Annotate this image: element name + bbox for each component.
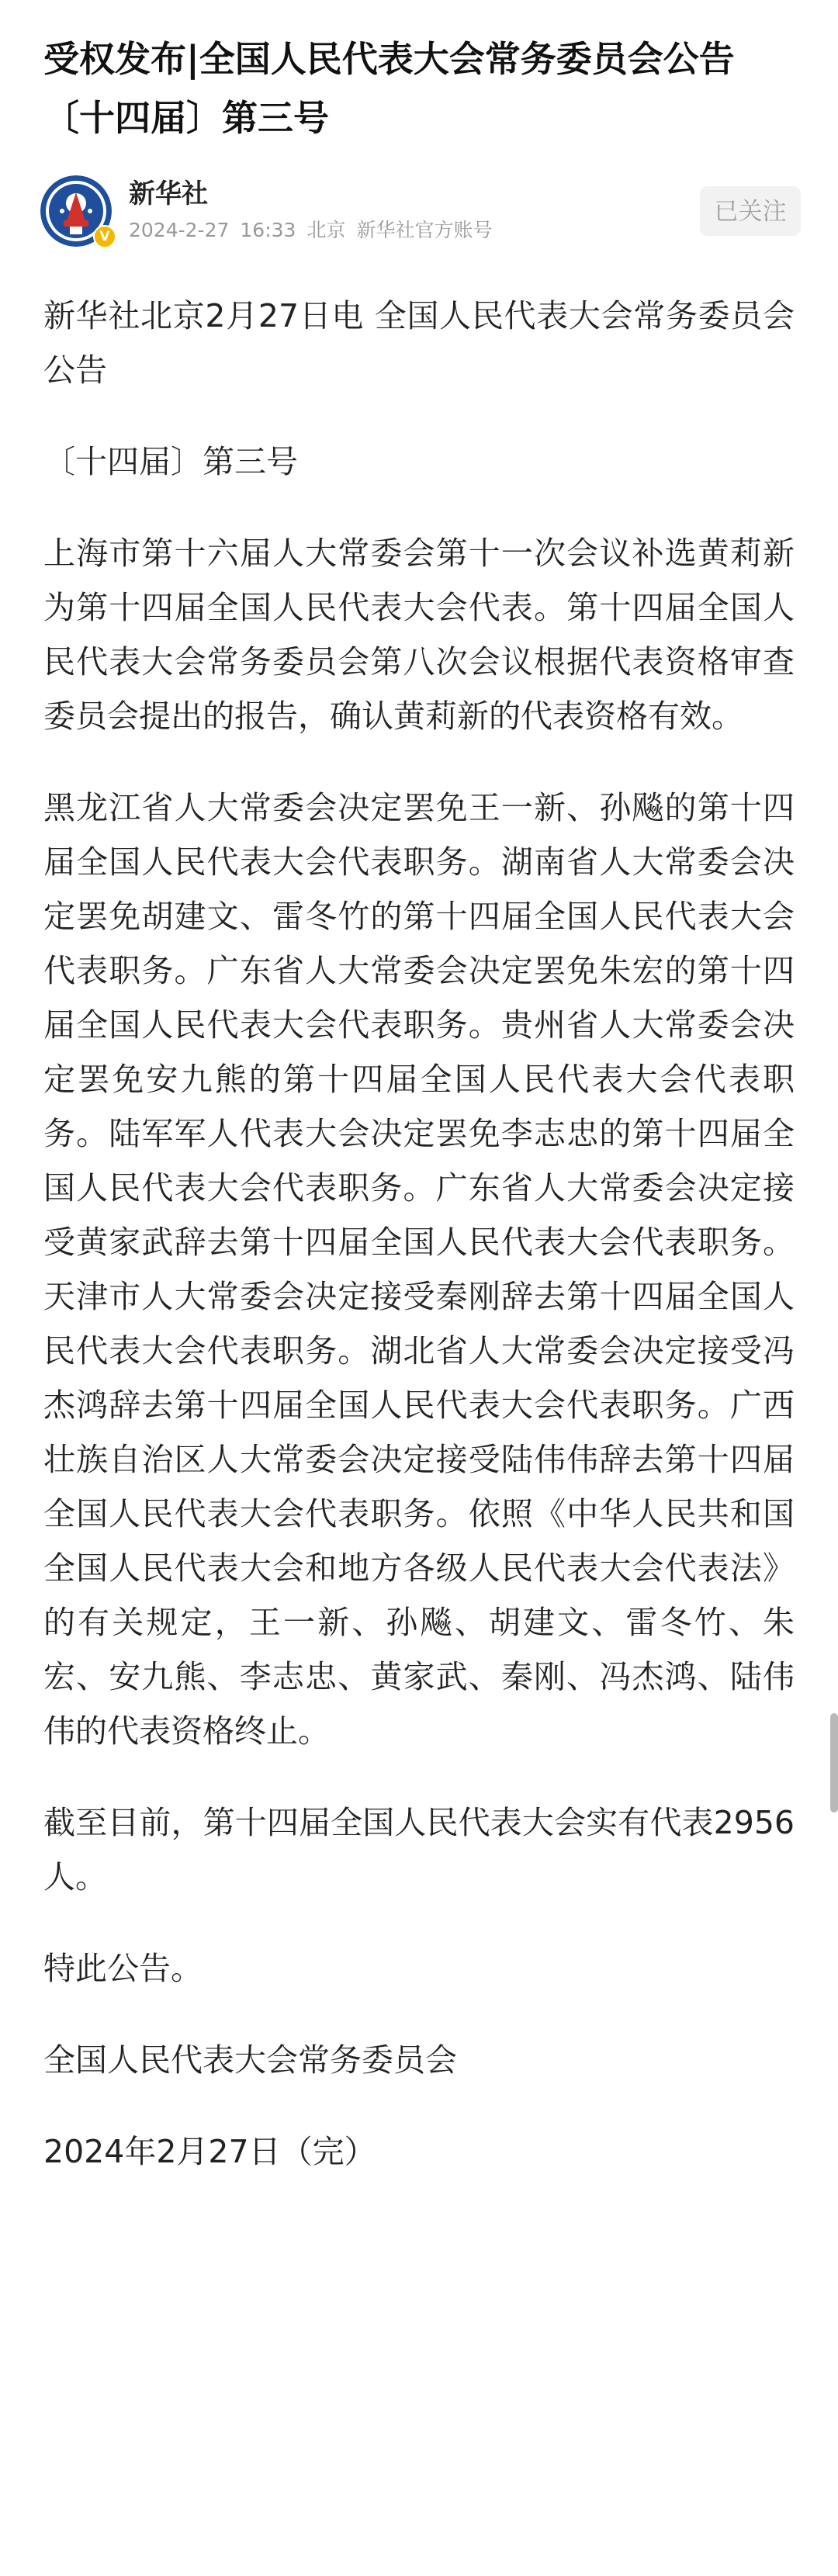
paragraph-announcement: 特此公告。 <box>43 1950 203 1987</box>
author-row <box>40 172 801 250</box>
paragraph-dateline: 新华社北京2月27日电 全国人民代表大会常务委员会公告 <box>43 297 795 389</box>
post-time: 16:33 <box>240 219 296 241</box>
author-name[interactable]: 新华社 <box>129 178 208 209</box>
post-location: 北京 <box>306 219 346 241</box>
post-date: 2024-2-27 <box>129 219 230 241</box>
account-type: 新华社官方账号 <box>356 219 493 241</box>
article-body <box>43 289 795 2216</box>
paragraph-notice-number: 〔十四届〕第三号 <box>43 443 298 480</box>
paragraph-dismissals: 黑龙江省人大常委会决定罢免王一新、孙飚的第十四届全国人民代表大会代表职务。湖南省人大常委会决定罢免胡建文、雷冬竹的第十四届全国人民代表大会代表职务。广东省人大常委会决定罢免朱宏的第十四届全国人民代表大会代表职务。贵州省人大常委会决定罢免安九熊的第十四届全国人民代表大会代表职务。陆军军人代表大会决定罢免李志忠的第十四届全国人民代表大会代表职务。广东省人大常委会决定接受黄家武辞去第十四届全国人民代表大会代表职务。天津市人大常委会决定接受秦刚辞去第十四届全国人民代表大会代表职务。湖北省人大常委会决定接受冯杰鸿辞去第十四届全国人民代表大会代表职务。广西壮族自治区人大常委会决定接受陆伟伟辞去第十四届全国人民代表大会代表职务。依照《中华人民共和国全国人民代表大会和地方各级人民代表大会代表法》的有关规定，王一新、孙飚、胡建文、雷冬竹、朱宏、安九熊、李志忠、黄家武、秦刚、冯杰鸿、陆伟伟的代表资格终止。 <box>43 789 795 1750</box>
paragraph-election: 上海市第十六届人大常委会第十一次会议补选黄莉新为第十四届全国人民代表大会代表。第十四届全国人民代表大会常务委员会第八次会议根据代表资格审查委员会提出的报告，确认黄莉新的代表资格有效。 <box>43 535 795 735</box>
follow-button[interactable]: 已关注 <box>700 186 801 236</box>
verified-badge-icon: V <box>93 225 116 248</box>
paragraph-total-count: 截至目前，第十四届全国人民代表大会实有代表2956人。 <box>43 1804 795 1896</box>
paragraph-date: 2024年2月27日（完） <box>43 2133 376 2170</box>
article-title: 受权发布|全国人民代表大会常务委员会公告 〔十四届〕第三号 <box>43 38 806 139</box>
paragraph-signature: 全国人民代表大会常务委员会 <box>43 2041 457 2079</box>
post-meta <box>129 217 503 244</box>
scrollbar[interactable] <box>830 1713 838 1813</box>
